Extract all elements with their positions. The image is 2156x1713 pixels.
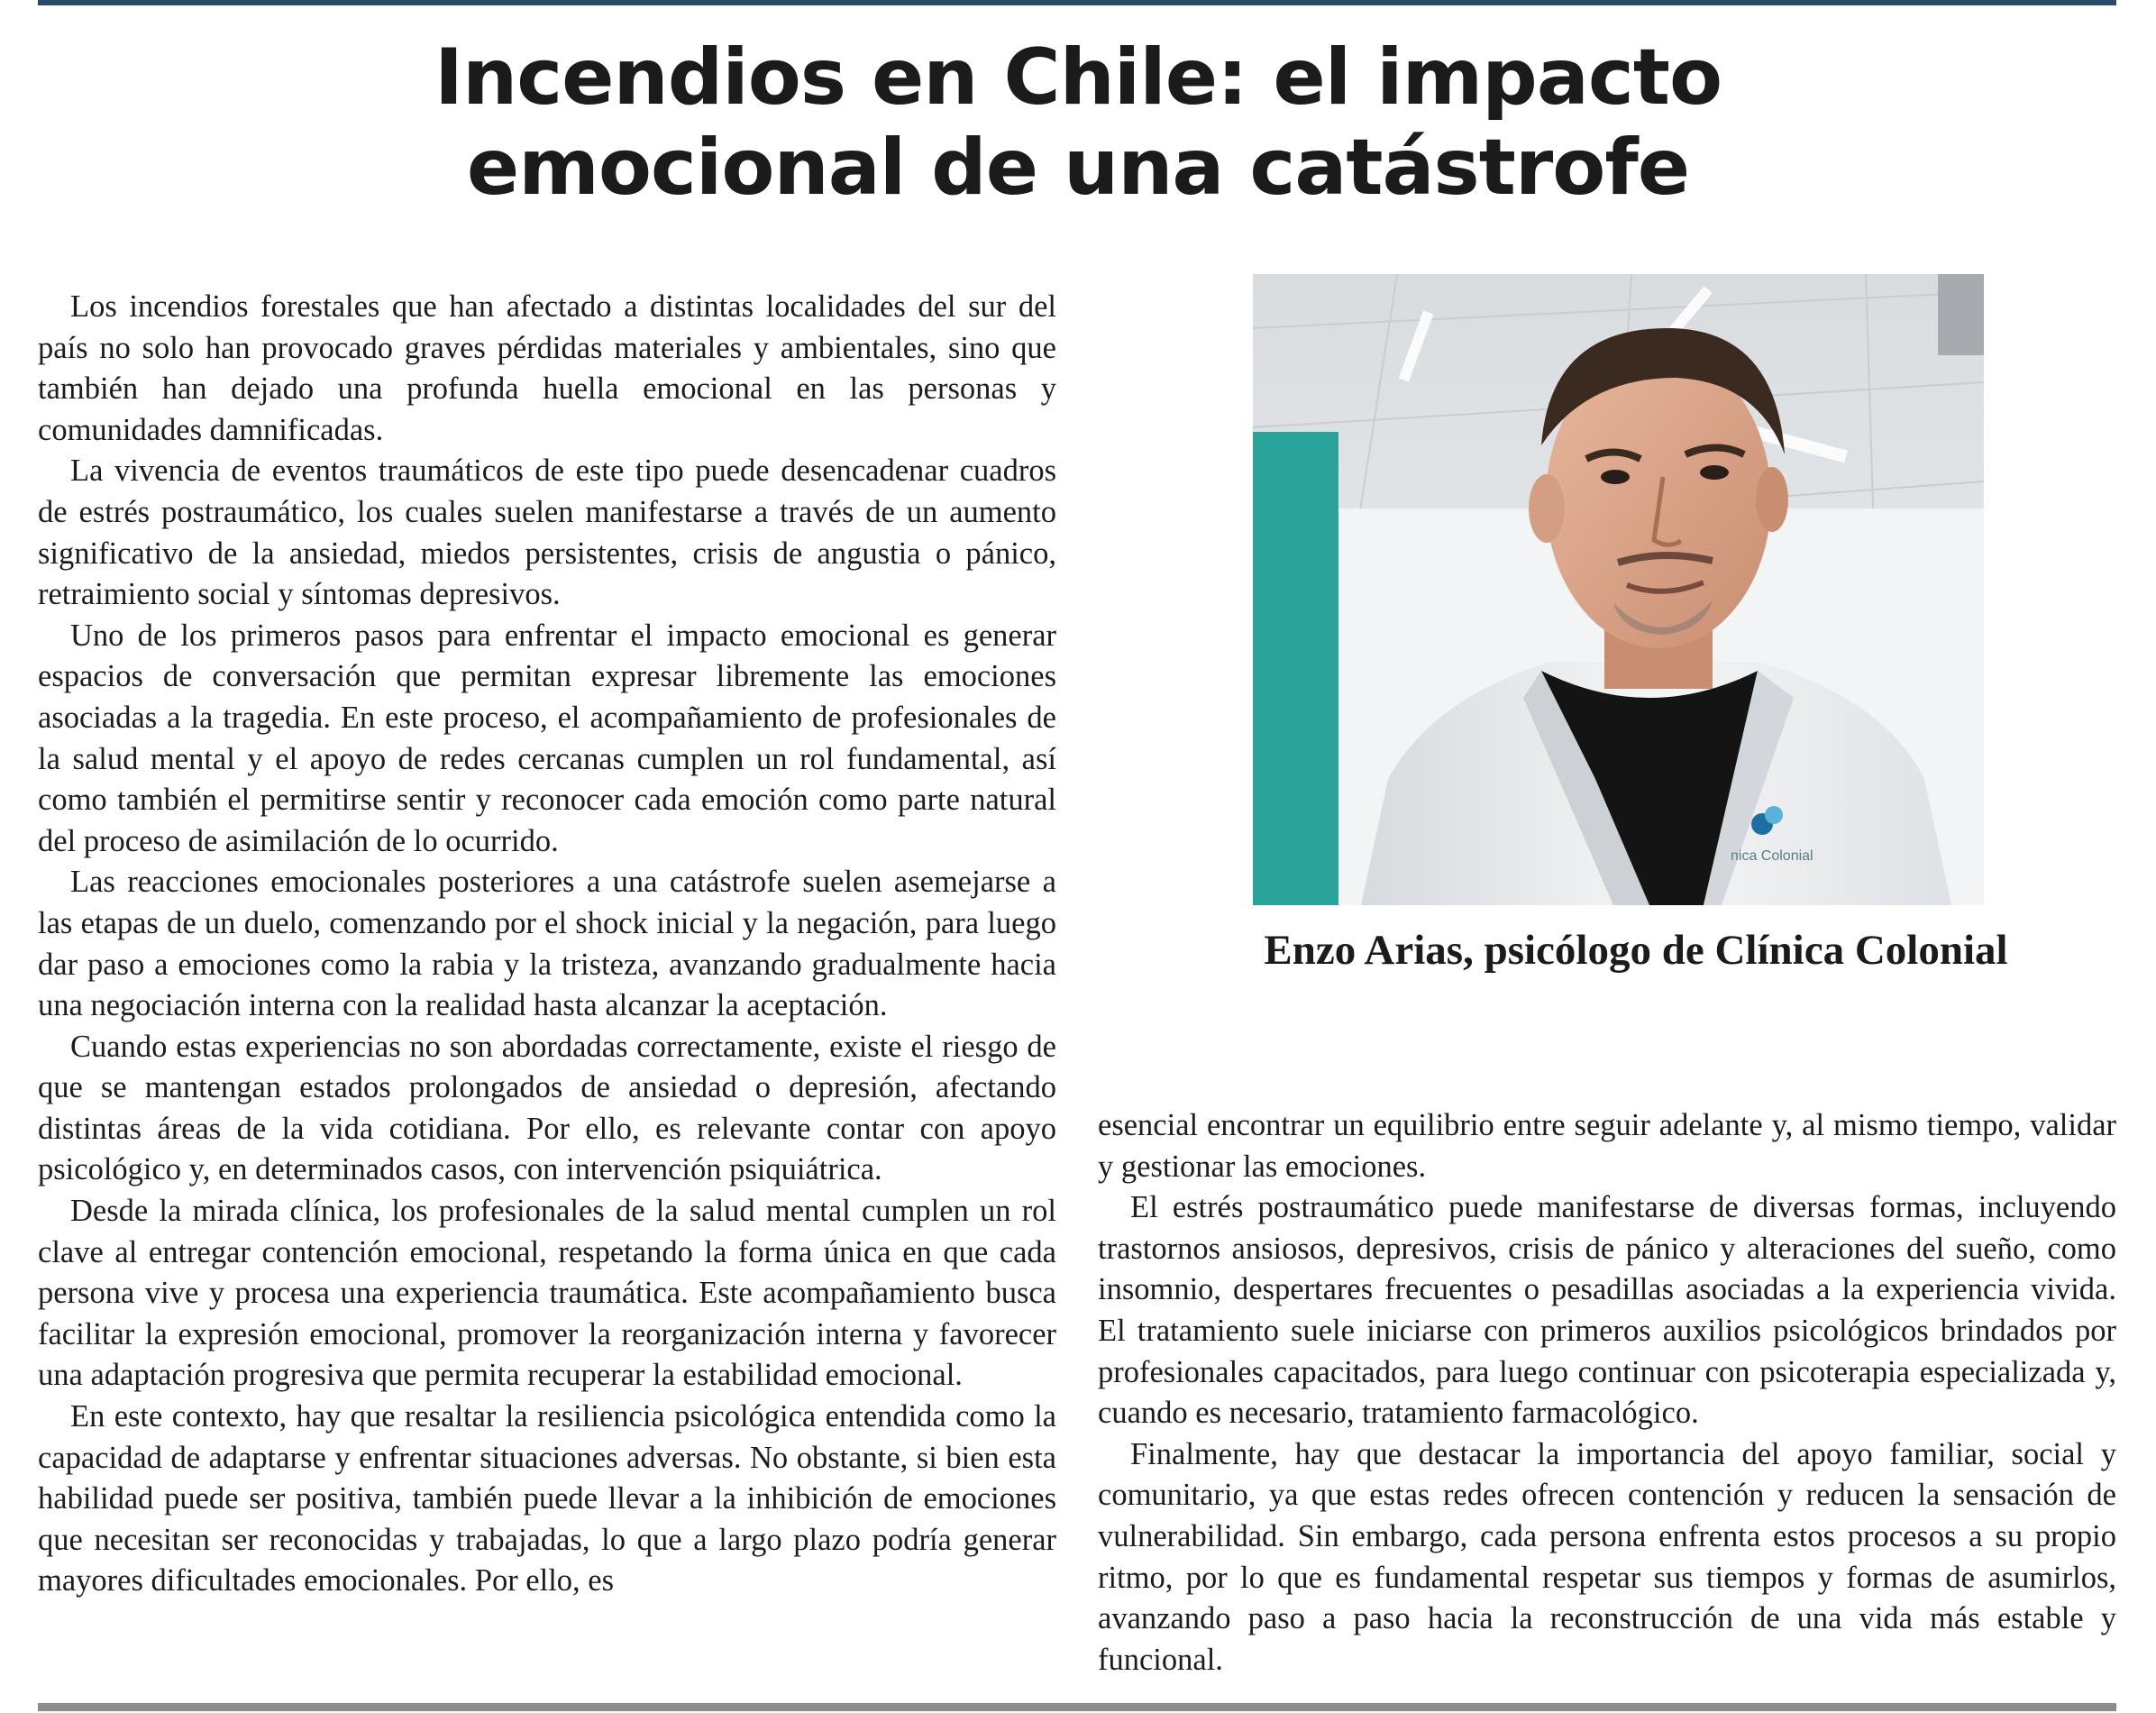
coat-logo-text: nica Colonial <box>1731 848 1813 864</box>
paragraph: Desde la mirada clínica, los profesionales de la salud mental cumplen un rol clave al entregar contención emocional, respetando la forma única en que cada persona vive y procesa una experiencia traumática. Este acompañamiento busca facilitar la expresión emocional, promover la reorganización interna y favorecer una adaptación progresiva que permita recuperar la estabilidad emocional. <box>38 1194 1056 1393</box>
top-rule <box>38 0 2116 5</box>
right-column <box>1098 1105 2116 1681</box>
paragraph: esencial encontrar un equilibrio entre seguir adelante y, al mismo tiempo, validar y gestionar las emociones. <box>1098 1108 2116 1184</box>
headline-line-1: Incendios en Chile: el impacto <box>434 32 1722 123</box>
paragraph: Finalmente, hay que destacar la importancia del apoyo familiar, social y comunitario, ya que estas redes ofrecen contención y reducen la sensación de vulnerabilidad. Sin embargo, cada persona enfrenta estos procesos a su propio ritmo, por lo que es fundamental respetar sus tiempos y formas de asumirlos, avanzando paso a paso hacia la reconstrucción de una vida más estable y funcional. <box>1098 1436 2116 1677</box>
portrait-photo <box>1253 274 1984 905</box>
headline-line-2: emocional de una catástrofe <box>466 123 1690 213</box>
left-column <box>38 287 1056 1602</box>
paragraph: La vivencia de eventos traumáticos de este tipo puede desencadenar cuadros de estrés postraumático, los cuales suelen manifestarse a través de un aumento significativo de la ansiedad, miedos persistentes, crisis de angustia o pánico, retraimiento social y síntomas depresivos. <box>38 453 1056 612</box>
portrait-illustration <box>1253 274 1984 905</box>
bottom-rule <box>38 1703 2116 1711</box>
paragraph: Los incendios forestales que han afectado a distintas localidades del sur del país no solo han provocado graves pérdidas materiales y ambientales, sino que también han dejado una profunda huella emocional en las personas y comunidades damnificadas. <box>38 289 1056 447</box>
paragraph: En este contexto, hay que resaltar la resiliencia psicológica entendida como la capacidad de adaptarse y enfrentar situaciones adversas. No obstante, si bien esta habilidad puede ser positiva, también puede llevar a la inhibición de emociones que necesitan ser reconocidas y trabajadas, lo que a largo plazo podría generar mayores dificultades emocionales. Por ello, es <box>38 1399 1056 1598</box>
paragraph: Las reacciones emocionales posteriores a una catástrofe suelen asemejarse a las etapas de un duelo, comenzando por el shock inicial y la negación, para luego dar paso a emociones como la rabia y la tristeza, avanzando gradualmente hacia una negociación interna con la realidad hasta alcanzar la aceptación. <box>38 865 1056 1023</box>
paragraph: Uno de los primeros pasos para enfrentar el impacto emocional es generar espacios de conversación que permitan expresar libremente las emociones asociadas a la tragedia. En este proceso, el acompañamiento de profesionales de la salud mental y el apoyo de redes cercanas cumplen un rol fundamental, así como también el permitirse sentir y reconocer cada emoción como parte natural del proceso de asimilación de lo ocurrido. <box>38 618 1056 858</box>
photo-caption: Enzo Arias, psicólogo de Clínica Colonial <box>1264 927 2008 974</box>
paragraph: El estrés postraumático puede manifestarse de diversas formas, incluyendo trastornos ansiosos, depresivos, crisis de pánico y alteraciones del sueño, como insomnio, despertares frecuentes o pesadillas asociadas a la experiencia vivida. El tratamiento suele iniciarse con primeros auxilios psicológicos brindados por profesionales capacitados, para luego continuar con psicoterapia especializada y, cuando es necesario, tratamiento farmacológico. <box>1098 1190 2116 1431</box>
headline <box>0 32 2156 213</box>
paragraph: Cuando estas experiencias no son abordadas correctamente, existe el riesgo de que se mantengan estados prolongados de ansiedad o depresión, afectando distintas áreas de la vida cotidiana. Por ello, es relevante contar con apoyo psicológico y, en determinados casos, con intervención psiquiátrica. <box>38 1029 1056 1187</box>
